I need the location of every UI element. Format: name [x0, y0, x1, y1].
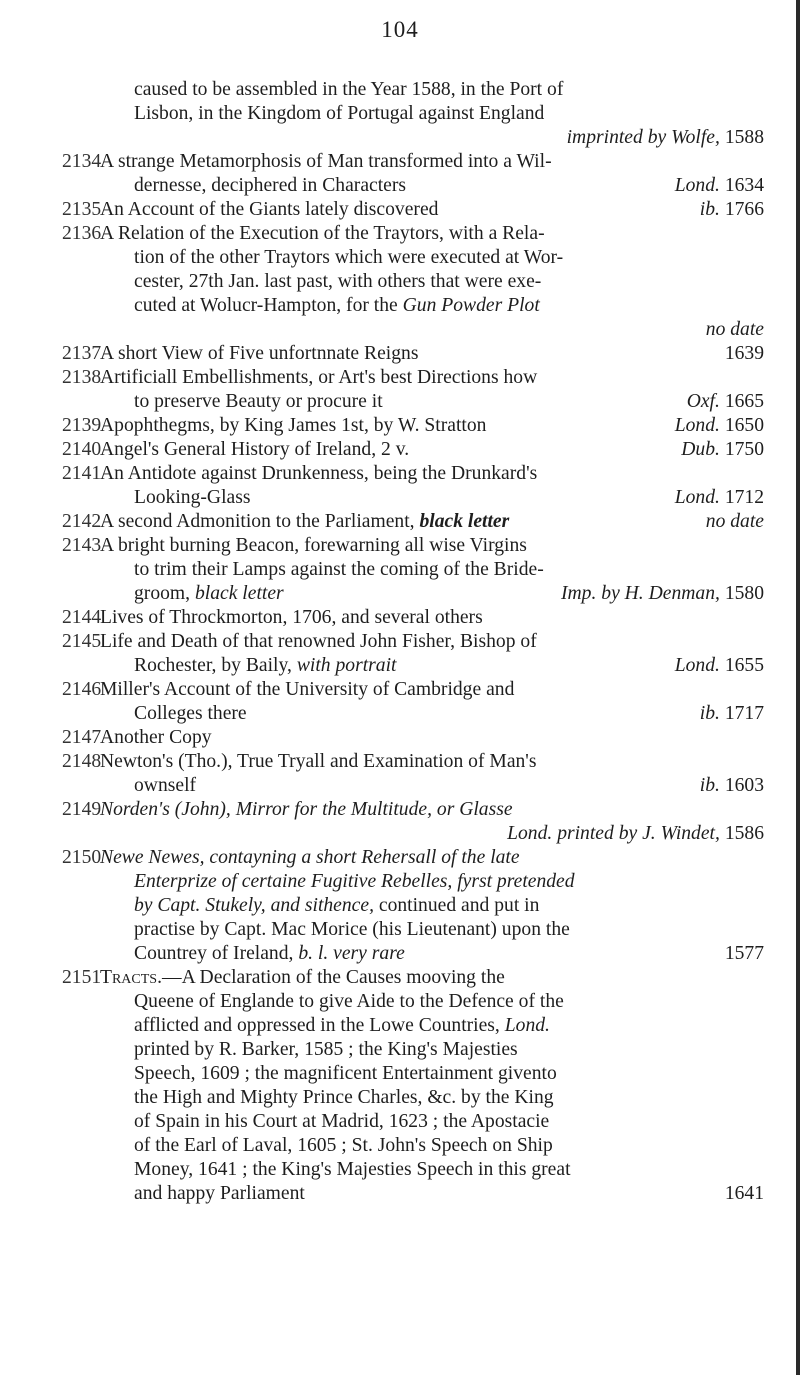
entry-line: Artificiall Embellishments, or Art's best Directions how: [100, 367, 538, 388]
lot-number: 2150: [62, 847, 102, 868]
entry-date-note: no date: [705, 511, 764, 532]
entry-line: A second Admonition to the Parliament, black letter: [100, 511, 510, 532]
entry-line: of the Earl of Laval, 1605 ; St. John's Speech on Ship: [134, 1135, 553, 1156]
entry-line: by Capt. Stukely, and sithence, continued and put in: [134, 895, 540, 916]
entry-line: Newton's (Tho.), True Tryall and Examination of Man's: [100, 751, 537, 772]
entry-line: tion of the other Traytors which were executed at Wor-: [134, 247, 564, 268]
entry-imprint: ib. 1766: [699, 199, 764, 220]
entry-line: cuted at Wolucr-Hampton, for the Gun Powder Plot: [134, 295, 540, 316]
entry-imprint: Imp. by H. Denman, 1580: [561, 583, 764, 604]
lot-number: 2134: [62, 151, 102, 172]
entry-line: Another Copy: [100, 727, 212, 748]
entry-imprint: ib. 1717: [699, 703, 764, 724]
entry-line: Angel's General History of Ireland, 2 v.: [100, 439, 410, 460]
entry-line: groom, black letter: [134, 583, 284, 604]
entry-line: cester, 27th Jan. last past, with others that were exe-: [134, 271, 542, 292]
entry-line: ownself: [134, 775, 197, 796]
entry-line: Money, 1641 ; the King's Majesties Speech in this great: [134, 1159, 571, 1180]
entry-line: Apophthegms, by King James 1st, by W. Stratton: [100, 415, 487, 436]
lot-number: 2142: [62, 511, 102, 532]
entry-imprint: Lond. 1712: [674, 487, 764, 508]
entry-line: An Antidote against Drunkenness, being the Drunkard's: [100, 463, 538, 484]
entry-imprint: ib. 1603: [699, 775, 764, 796]
entry-imprint: Lond. 1655: [674, 655, 764, 676]
entry-line: Norden's (John), Mirror for the Multitude, or Glasse: [100, 799, 513, 820]
page-edge-rule: [796, 0, 800, 1375]
intro-line: Lisbon, in the Kingdom of Portugal against England: [134, 103, 545, 124]
entry-imprint: Lond. printed by J. Windet, 1586: [507, 823, 764, 844]
entry-line: Speech, 1609 ; the magnificent Entertainment givento: [134, 1063, 557, 1084]
lot-number: 2140: [62, 439, 102, 460]
entry-year: 1641: [724, 1183, 764, 1204]
lot-number: 2138: [62, 367, 102, 388]
entry-line: Queene of Englande to give Aide to the Defence of the: [134, 991, 564, 1012]
lot-number: 2149: [62, 799, 102, 820]
entry-line: the High and Mighty Prince Charles, &c. by the King: [134, 1087, 554, 1108]
entry-year: 1639: [724, 343, 764, 364]
entry-line: A strange Metamorphosis of Man transformed into a Wil-: [100, 151, 552, 172]
entry-line: of Spain in his Court at Madrid, 1623 ; the Apostacie: [134, 1111, 550, 1132]
lot-number: 2151: [62, 967, 102, 988]
lot-number: 2144: [62, 607, 102, 628]
entry-line: to trim their Lamps against the coming of the Bride-: [134, 559, 544, 580]
lot-number: 2148: [62, 751, 102, 772]
entry-imprint: Lond. 1650: [674, 415, 764, 436]
entry-line: and happy Parliament: [134, 1183, 305, 1204]
entry-line: A short View of Five unfortnnate Reigns: [100, 343, 419, 364]
entry-line: Colleges there: [134, 703, 247, 724]
lot-number: 2146: [62, 679, 102, 700]
lot-number: 2145: [62, 631, 102, 652]
entry-line: A Relation of the Execution of the Traytors, with a Rela-: [100, 223, 545, 244]
lot-number: 2135: [62, 199, 102, 220]
entry-line: to preserve Beauty or procure it: [134, 391, 383, 412]
entry-line: Newe Newes, contayning a short Rehersall of the late: [100, 847, 520, 868]
entry-imprint: Dub. 1750: [681, 439, 764, 460]
entry-year: 1577: [724, 943, 764, 964]
entry-line: A bright burning Beacon, forewarning all wise Virgins: [100, 535, 527, 556]
entry-line: Rochester, by Baily, with portrait: [134, 655, 397, 676]
lot-number: 2136: [62, 223, 102, 244]
entry-line: printed by R. Barker, 1585 ; the King's Majesties: [134, 1039, 518, 1060]
entry-line: Tracts.—A Declaration of the Causes mooving the: [100, 967, 505, 988]
lot-number: 2141: [62, 463, 102, 484]
entry-line: Enterprize of certaine Fugitive Rebelles, fyrst pretended: [134, 871, 575, 892]
entry-date-note: no date: [705, 319, 764, 340]
entry-line: dernesse, deciphered in Characters: [134, 175, 407, 196]
entry-line: Looking-Glass: [134, 487, 251, 508]
lot-number: 2137: [62, 343, 102, 364]
entry-imprint: Oxf. 1665: [686, 391, 764, 412]
entry-line: Life and Death of that renowned John Fisher, Bishop of: [100, 631, 537, 652]
entry-line: afflicted and oppressed in the Lowe Countries, Lond.: [134, 1015, 550, 1036]
entry-line: An Account of the Giants lately discovered: [100, 199, 439, 220]
entry-line: practise by Capt. Mac Morice (his Lieutenant) upon the: [134, 919, 570, 940]
intro-imprint: imprinted by Wolfe, 1588: [566, 127, 764, 148]
entry-line: Countrey of Ireland, b. l. very rare: [134, 943, 405, 964]
lot-number: 2143: [62, 535, 102, 556]
entry-imprint: Lond. 1634: [674, 175, 764, 196]
lot-number: 2139: [62, 415, 102, 436]
page-number: 104: [381, 17, 419, 42]
lot-number: 2147: [62, 727, 102, 748]
entry-line: Lives of Throckmorton, 1706, and several others: [100, 607, 483, 628]
intro-line: caused to be assembled in the Year 1588, in the Port of: [134, 79, 564, 100]
entry-line: Miller's Account of the University of Cambridge and: [100, 679, 515, 700]
